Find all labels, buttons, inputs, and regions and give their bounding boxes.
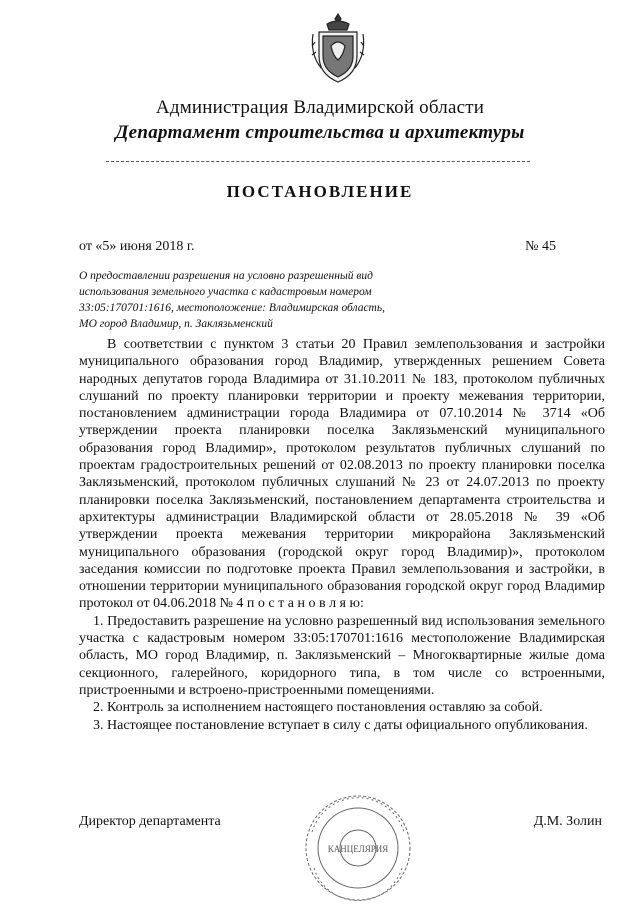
subject-line: использования земельного участка с кадастровым номером xyxy=(79,286,372,298)
subject-line: О предоставлении разрешения на условно разрешенный вид xyxy=(79,270,373,282)
document-subject xyxy=(79,268,439,332)
document-type-title: ПОСТАНОВЛЕНИЕ xyxy=(226,182,414,201)
preamble-paragraph: В соответствии с пунктом 3 статьи 20 Правил землепользования и застройки муниципального образования город Владимир, утвержденных решением Совета народных депутатов города Владимира от 31.10.2011 № 183, протоколом публичных слушаний по проекту планировки территории и проекту межевания территории, постановлением администрации города Владимира от 07.10.2014 № 3714 «Об утверждении проекта планировки поселка Заклязьменский муниципального образования город Владимир», протоколом результатов публичных слушаний по проектам градостроительных решений от 02.08.2013 по проекту планировки поселка Заклязьменский, протоколом публичных слушаний № 23 от 24.07.2013 по проекту планировки поселка Заклязьменский, постановлением департамента строительства и архитектуры администрации Владимирской области от 28.05.2018 № 39 «Об утверждении проекта межевания территории микрорайона Заклязьменский муниципального образования (городской округ город Владимир)», протоколом заседания комиссии по подготовке проекта Правил землепользования и застройки, в отношении территории муниципального образования городской округ город Владимир протокол от 04.06.2018 № 4 п о с т а н о в л я ю: xyxy=(79,337,605,612)
resolution-item-2: 2. Контроль за исполнением настоящего постановления оставляю за собой. xyxy=(93,700,543,716)
header-divider xyxy=(106,161,530,162)
department-name: Департамент строительства и архитектуры xyxy=(115,122,525,143)
document-body xyxy=(79,336,605,734)
signer-role: Директор департамента xyxy=(79,814,221,829)
subject-line: 33:05:170701:1616, местоположение: Владимирская область, xyxy=(79,302,385,314)
signer-name: Д.М. Золин xyxy=(533,814,602,829)
resolution-item-1: 1. Предоставить разрешение на условно разрешенный вид использования земельного участка с кадастровым номером 33:05:170701:1616 местоположение Владимирская область, МО город Владимир, п. Заклязьменский – Многоквартирные жилые дома секционного, галерейного, коридорного типа, в том числе со встроенными, пристроенными и встроено-пристроенными помещениями. xyxy=(79,613,605,698)
stamp-center-text: КАНЦЕЛЯРИЯ xyxy=(327,844,389,854)
subject-line: МО город Владимир, п. Заклязьменский xyxy=(79,318,273,330)
document-number: № 45 xyxy=(525,239,556,254)
resolution-item-3: 3. Настоящее постановление вступает в силу с даты официального опубликования. xyxy=(93,717,588,733)
office-stamp xyxy=(298,792,418,904)
document-date: от «5» июня 2018 г. xyxy=(79,239,195,254)
administration-name: Администрация Владимирской области xyxy=(155,97,485,118)
coat-of-arms-emblem xyxy=(309,12,367,90)
